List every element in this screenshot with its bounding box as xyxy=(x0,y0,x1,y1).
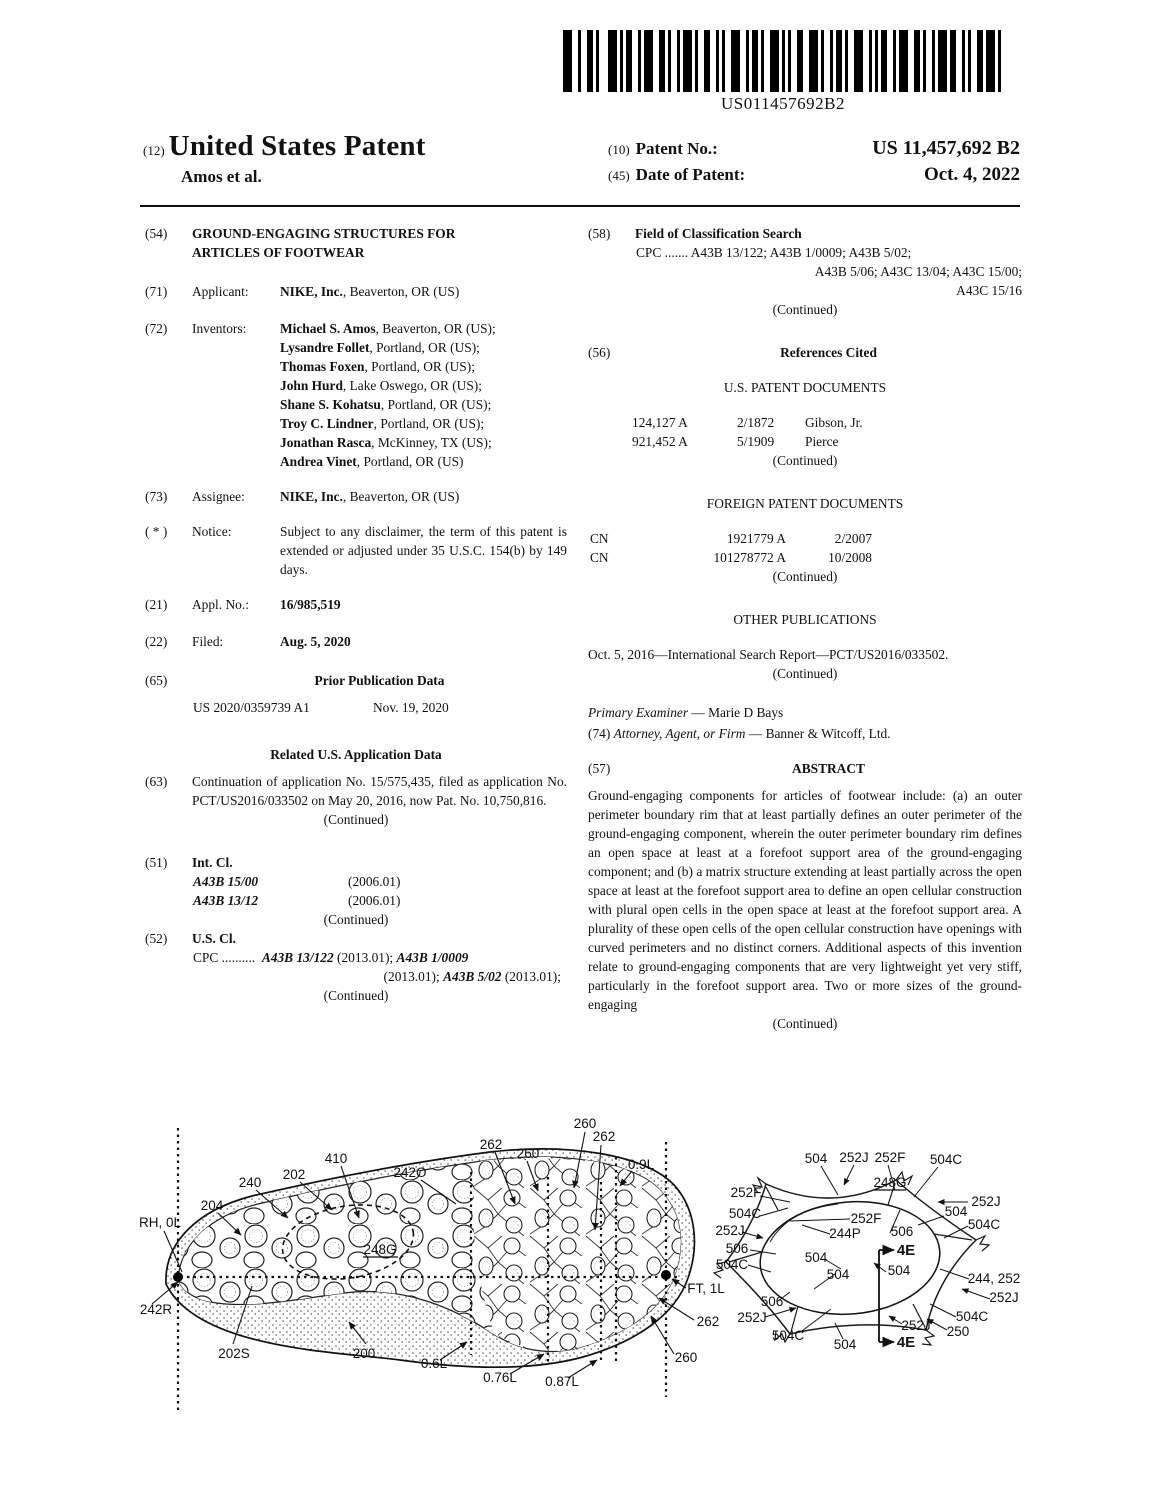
attorney-label: Attorney, Agent, or Firm xyxy=(613,726,746,741)
ref-label: 504 xyxy=(804,1151,828,1166)
ref-label: 242R xyxy=(139,1302,173,1317)
foreign-date: 10/2008 xyxy=(828,550,872,565)
ref-label: 504 xyxy=(826,1267,850,1282)
cell-inner-arc xyxy=(770,1204,838,1242)
ref-label: 248G xyxy=(363,1242,397,1257)
ref-label: 252F xyxy=(850,1211,882,1226)
field-search-line1 xyxy=(588,243,1022,262)
field-search-heading: Field of Classification Search xyxy=(635,226,802,241)
abstract-text: Ground-engaging components for articles of footwear include: (a) an outer perimeter boundary rim that at least partially defines an outer perimeter of the ground-engaging component, wherein the outer perimeter boundary rim defines an open space at least at a forefoot support area of the ground-engaging component; and (b) a matrix structure extending at least partially across the open space at least at the forefoot support area to define an open cellular construction with plural open cells in the open space at least at the forefoot support area. A plurality of these open cells of the open cellular construction have openings with curved perimeters and no distinct corners. Additional aspects of this invention relate to ground-engaging components that are very lightweight yet very stiff, particularly in the forefoot support area. Two or more sizes of the ground-engaging xyxy=(588,788,1022,1012)
patent-date-value: Oct. 4, 2022 xyxy=(923,164,1020,185)
section-63 xyxy=(145,772,567,810)
patent-no-value: US 11,457,692 B2 xyxy=(872,137,1020,159)
int-cl-code: A43B 13/12 xyxy=(193,893,259,908)
inventor-location: , Beaverton, OR (US); xyxy=(375,321,496,336)
barcode-number: US011457692B2 xyxy=(721,94,845,113)
notice-text: Subject to any disclaimer, the term of this patent is extended or adjusted under 35 U.S.C. 154(b) by 149 days. xyxy=(280,524,567,577)
foreign-country: CN xyxy=(590,550,609,565)
ref-label: 252F xyxy=(874,1150,906,1165)
ref-label: 504C xyxy=(771,1328,805,1343)
section-63-num: (63) xyxy=(145,774,168,789)
ref-label: 504C xyxy=(728,1206,762,1221)
attorney-name: Banner & Witcoff, Ltd. xyxy=(765,726,891,741)
patent-doc-date: 5/1909 xyxy=(737,434,775,449)
filed-num: (22) xyxy=(145,634,168,649)
section-56 xyxy=(588,343,1022,362)
examiner-line xyxy=(588,703,1022,722)
foreign-number: 101278772 A xyxy=(713,550,786,565)
section-72 xyxy=(145,319,567,471)
inventor-location: , McKinney, TX (US); xyxy=(371,435,492,450)
abstract-num: (57) xyxy=(588,761,611,776)
cpc-date: (2013.01); xyxy=(501,969,561,984)
notice-num: ( * ) xyxy=(145,524,168,539)
header-left xyxy=(143,130,426,187)
invention-title-line2: ARTICLES OF FOOTWEAR xyxy=(192,245,365,260)
cpc-date: (2013.01); xyxy=(333,950,397,965)
int-cl-continued: (Continued) xyxy=(323,912,389,927)
field-search-line2: A43B 5/06; A43C 13/04; A43C 15/00; xyxy=(814,264,1022,279)
us-cl-continued: (Continued) xyxy=(323,988,389,1003)
applicant-location: , Beaverton, OR (US) xyxy=(342,284,460,299)
dash: — xyxy=(688,705,709,720)
section-21-num: (21) xyxy=(145,597,168,612)
ref-label: 244P xyxy=(829,1226,861,1241)
ref-label: 252J xyxy=(737,1310,767,1325)
foreign-patent-row xyxy=(588,548,1022,567)
applicant-name: NIKE, Inc. xyxy=(280,284,343,299)
abstract-continued: (Continued) xyxy=(772,1016,838,1031)
section-52-num: (52) xyxy=(145,931,168,946)
ref-label: 242O xyxy=(393,1165,427,1180)
ref-label: 204 xyxy=(200,1198,224,1213)
related-data-heading: Related U.S. Application Data xyxy=(270,747,442,762)
related-continued: (Continued) xyxy=(323,812,389,827)
field-search-line3: A43C 15/16 xyxy=(956,283,1022,298)
ref-label: 262 xyxy=(696,1314,720,1329)
cpc-code: A43B 1/0009 xyxy=(396,950,469,965)
filed-label: Filed: xyxy=(192,634,224,649)
header-right xyxy=(608,137,1020,190)
field-45: (45) xyxy=(608,168,630,183)
us-docs-continued: (Continued) xyxy=(772,453,838,468)
ref-label: 240 xyxy=(238,1175,262,1190)
ref-label: 0.87L xyxy=(545,1374,579,1389)
inventor-location: , Portland, OR (US) xyxy=(356,454,464,469)
section-73-num: (73) xyxy=(145,489,168,504)
prior-pub-number: US 2020/0359739 A1 xyxy=(193,700,310,715)
other-pub-line: Oct. 5, 2016—International Search Report—PCT/US2016/033502. xyxy=(588,647,949,662)
inventor-name: Thomas Foxen xyxy=(280,359,365,374)
section-65 xyxy=(145,671,567,690)
field-search-codes: A43B 13/122; A43B 1/0009; A43B 5/02; xyxy=(690,245,912,260)
ref-label: 252J xyxy=(901,1318,931,1333)
ref-label: 504C xyxy=(967,1217,1001,1232)
foreign-country: CN xyxy=(590,531,609,546)
examiner-label: Primary Examiner xyxy=(588,705,689,720)
cpc-dots: .......... xyxy=(221,950,256,965)
field-10: (10) xyxy=(608,142,630,157)
inventors-label: Inventors: xyxy=(192,321,247,336)
section-58-num: (58) xyxy=(588,226,611,241)
assignee-location: , Beaverton, OR (US) xyxy=(342,489,460,504)
ref-label: 252F xyxy=(730,1185,762,1200)
us-patent-row xyxy=(588,413,1022,432)
other-pubs-heading: OTHER PUBLICATIONS xyxy=(733,612,877,627)
toe-point xyxy=(661,1270,671,1280)
right-column xyxy=(588,224,1022,1033)
barcode xyxy=(563,30,1003,92)
ref-label: 200 xyxy=(352,1346,376,1361)
patent-doc-number: 921,452 A xyxy=(632,434,688,449)
section-57 xyxy=(588,759,1022,778)
ref-label: 252J xyxy=(715,1223,745,1238)
appl-no-value: 16/985,519 xyxy=(280,597,341,612)
section-58 xyxy=(588,224,1022,243)
ref-label: 262 xyxy=(592,1129,616,1144)
ref-label: 0.6L xyxy=(420,1356,448,1371)
ref-label: 504 xyxy=(944,1204,968,1219)
cpc-dots: ....... xyxy=(664,245,689,260)
dash: — xyxy=(745,726,766,741)
section-56-num: (56) xyxy=(588,345,611,360)
ref-label: 506 xyxy=(725,1241,749,1256)
other-pubs-continued: (Continued) xyxy=(772,666,838,681)
patent-doc-number: 124,127 A xyxy=(632,415,688,430)
cpc-label: CPC xyxy=(636,245,662,260)
ref-label: 506 xyxy=(890,1224,914,1239)
inventor-location: , Lake Oswego, OR (US); xyxy=(342,378,482,393)
inventor-name: John Hurd xyxy=(280,378,343,393)
patent-drawing xyxy=(138,1092,1028,1427)
section-notice xyxy=(145,522,567,579)
ref-label: 252J xyxy=(989,1290,1019,1305)
section-72-num: (72) xyxy=(145,321,168,336)
header-rule xyxy=(140,205,1020,207)
ref-label: 262 xyxy=(479,1137,503,1152)
section-4e-label: 4E xyxy=(896,1334,916,1351)
us-patent-row xyxy=(588,432,1022,451)
inventor-name: Michael S. Amos xyxy=(280,321,376,336)
filed-value: Aug. 5, 2020 xyxy=(280,634,351,649)
ref-label: 0.76L xyxy=(483,1370,517,1385)
cpc-code: A43B 5/02 xyxy=(443,969,502,984)
inventor-location: , Portland, OR (US); xyxy=(369,340,480,355)
int-cl-row xyxy=(145,872,567,891)
ref-label: 252J xyxy=(839,1150,869,1165)
section-51-num: (51) xyxy=(145,855,168,870)
int-cl-row xyxy=(145,891,567,910)
ref-label: 504C xyxy=(715,1257,749,1272)
notice-label: Notice: xyxy=(192,524,232,539)
foreign-patent-row xyxy=(588,529,1022,548)
applicant-label: Applicant: xyxy=(192,284,249,299)
ref-label: 260 xyxy=(573,1116,597,1131)
inventor-location: , Portland, OR (US); xyxy=(373,416,485,431)
us-patent-docs-heading: U.S. PATENT DOCUMENTS xyxy=(723,380,887,395)
ref-label: FT, 1L xyxy=(687,1281,725,1296)
foreign-date: 2/2007 xyxy=(834,531,872,546)
ref-label: 504C xyxy=(929,1152,963,1167)
patent-no-label: Patent No.: xyxy=(635,139,718,158)
ref-label: 244, 252 xyxy=(967,1271,1021,1286)
ref-label: 504 xyxy=(833,1337,857,1352)
ref-label: 202S xyxy=(218,1346,250,1361)
ref-label: 410 xyxy=(324,1151,348,1166)
ref-label: 252J xyxy=(971,1194,1001,1209)
attorney-line xyxy=(588,724,1022,743)
ref-label: 504C xyxy=(955,1309,989,1324)
attorney-num: (74) xyxy=(588,726,611,741)
int-cl-date: (2006.01) xyxy=(348,874,401,889)
inventor-name: Lysandre Follet xyxy=(280,340,370,355)
section-73 xyxy=(145,487,567,506)
prior-pub-heading: Prior Publication Data xyxy=(314,673,445,688)
sole-figure xyxy=(139,1116,725,1414)
assignee-name: NIKE, Inc. xyxy=(280,489,343,504)
ref-label: 0.9L xyxy=(627,1157,655,1172)
section-54-num: (54) xyxy=(145,226,168,241)
patent-doc-date: 2/1872 xyxy=(737,415,775,430)
invention-title-line1: GROUND-ENGAGING STRUCTURES FOR xyxy=(192,226,456,241)
int-cl-code: A43B 15/00 xyxy=(193,874,259,889)
us-cl-line1 xyxy=(145,948,567,967)
related-data-text: Continuation of application No. 15/575,435, filed as application No. PCT/US2016/033502 on May 20, 2016, now Pat. No. 10,750,816. xyxy=(192,774,567,808)
section-4e-label: 4E xyxy=(896,1242,916,1259)
patent-doc-name: Pierce xyxy=(805,434,839,449)
inventor-location: , Portland, OR (US); xyxy=(364,359,475,374)
section-65-num: (65) xyxy=(145,673,168,688)
section-51 xyxy=(145,853,567,872)
cpc-code: A43B 13/122 xyxy=(261,950,334,965)
page-title: United States Patent xyxy=(168,130,426,162)
foreign-docs-continued: (Continued) xyxy=(772,569,838,584)
section-71 xyxy=(145,282,567,301)
cpc-date: (2013.01); xyxy=(383,969,444,984)
ref-label: 250 xyxy=(946,1324,970,1339)
ref-label: 504 xyxy=(804,1250,828,1265)
byline: Amos et al. xyxy=(181,167,262,186)
ref-label: 504 xyxy=(887,1263,911,1278)
inventor-name: Shane S. Kohatsu xyxy=(280,397,381,412)
section-71-num: (71) xyxy=(145,284,168,299)
section-52 xyxy=(145,929,567,948)
inventor-location: , Portland, OR (US); xyxy=(380,397,492,412)
abstract-heading: ABSTRACT xyxy=(792,761,865,776)
left-column xyxy=(145,224,567,1005)
prior-pub-row xyxy=(145,698,567,717)
cell-detail-figure xyxy=(714,1150,1020,1352)
field-search-continued: (Continued) xyxy=(772,302,838,317)
int-cl-heading: Int. Cl. xyxy=(192,855,233,870)
ref-label: 260 xyxy=(674,1350,698,1365)
foreign-docs-heading: FOREIGN PATENT DOCUMENTS xyxy=(706,496,904,511)
ref-label: 506 xyxy=(760,1294,784,1309)
heel-point xyxy=(173,1272,183,1282)
prior-pub-date: Nov. 19, 2020 xyxy=(373,700,449,715)
cpc-label: CPC xyxy=(193,950,219,965)
ref-label: 248G xyxy=(873,1175,907,1190)
examiner-name: Marie D Bays xyxy=(708,705,784,720)
assignee-label: Assignee: xyxy=(192,489,245,504)
references-heading: References Cited xyxy=(780,345,877,360)
us-cl-heading: U.S. Cl. xyxy=(192,931,236,946)
ref-label: 202 xyxy=(282,1167,306,1182)
ref-label: RH, 0L xyxy=(138,1215,182,1230)
ref-label: 260 xyxy=(516,1146,540,1161)
section-22 xyxy=(145,632,567,651)
appl-no-label: Appl. No.: xyxy=(192,597,249,612)
inventor-name: Troy C. Lindner xyxy=(280,416,374,431)
us-cl-line2 xyxy=(145,967,567,986)
patent-date-label: Date of Patent: xyxy=(635,165,746,184)
inventor-list xyxy=(280,319,567,471)
foreign-number: 1921779 A xyxy=(726,531,786,546)
patent-doc-name: Gibson, Jr. xyxy=(805,415,863,430)
int-cl-date: (2006.01) xyxy=(348,893,401,908)
section-54 xyxy=(145,224,567,262)
field-12: (12) xyxy=(143,143,165,158)
inventor-name: Andrea Vinet xyxy=(280,454,357,469)
section-21 xyxy=(145,595,567,614)
inventor-name: Jonathan Rasca xyxy=(280,435,372,450)
